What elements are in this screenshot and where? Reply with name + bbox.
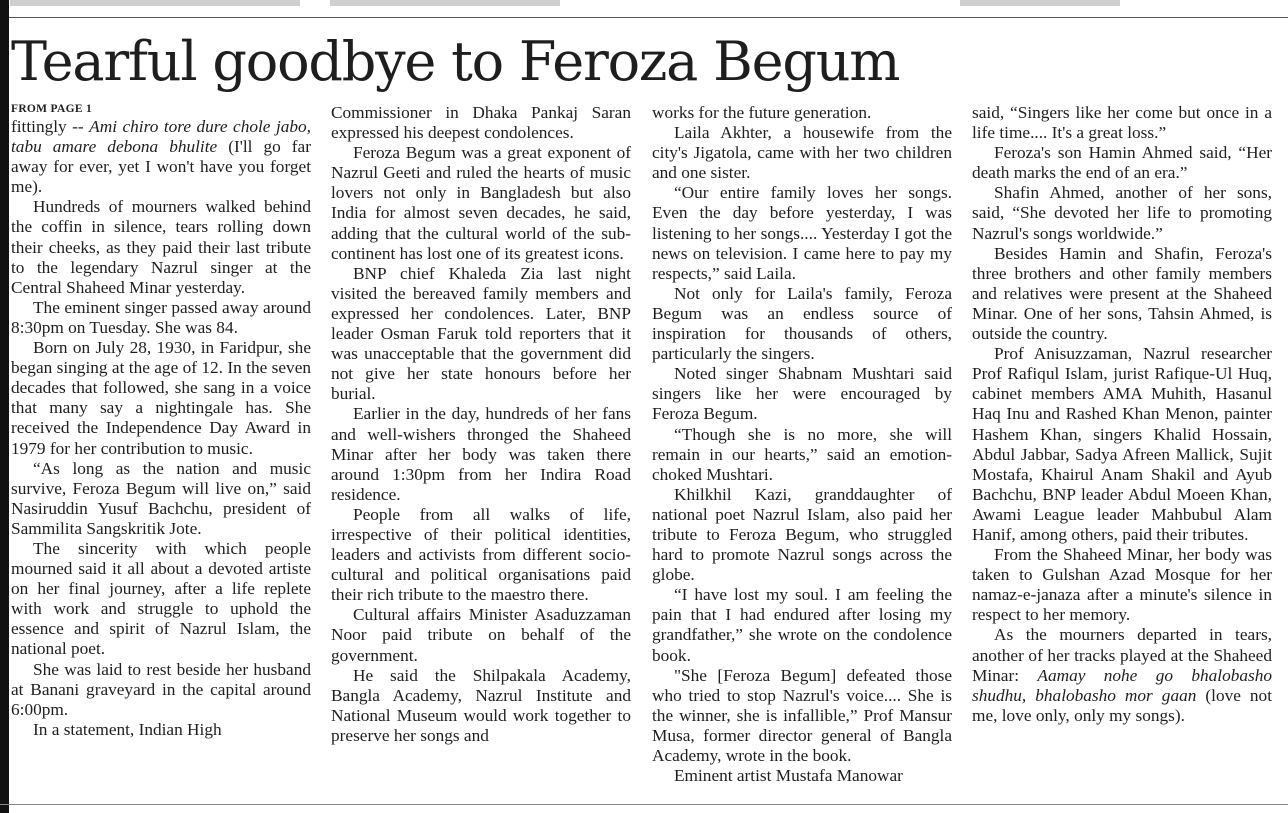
scan-left-edge [0,0,9,813]
cropped-text-fragment [10,0,300,6]
paragraph-text: As the mourners departed in tears, another of her tracks played at the Shaheed Minar: [972,625,1272,685]
italic-lyric: Aamay nohe go bhalobasho shudhu, bhalobasho mor gaan [972,665,1272,705]
article-paragraph [11,298,311,338]
paragraph-text: Shafin Ahmed, another of her sons, said, “She devoted her life to promoting Nazrul's songs worldwide.” [972,183,1272,243]
article-column-2 [331,103,631,803]
paragraph-text: Eminent artist Mustafa Manowar [674,766,903,786]
article-paragraph [972,183,1272,243]
paragraph-text: Earlier in the day, hundreds of her fans and well-wishers thronged the Shaheed Minar after her body was taken there around 1:30pm from her Indira Road residence. [331,404,631,504]
paragraph-text: He said the Shilpakala Academy, Bangla Academy, Nazrul Institute and National Museum would work together to preserve her songs and [331,665,631,745]
article-paragraph [972,103,1272,143]
paragraph-text: Born on July 28, 1930, in Faridpur, she began singing at the age of 12. In the seven decades that followed, she sang in a voice that many say a nightingale has. She received the Independence Day Award in 1979 for her contribution to music. [11,338,311,458]
article-paragraph [331,666,631,746]
paragraph-text: works for the future generation. [652,103,872,122]
paragraph-text: Cultural affairs Minister Asaduzzaman Noor paid tribute on behalf of the government. [331,605,631,665]
article-paragraph [11,117,311,197]
article-paragraph [331,505,631,605]
article-column-4 [972,103,1272,803]
paragraph-text: Prof Anisuzzaman, Nazrul researcher Prof Rafiqul Islam, jurist Rafique-Ul Huq, cabinet members AMA Muhith, Hasanul Haq Inu and Rashed Khan Menon, painter Hashem Khan, singers Khalid Hossain, Abdul Jabbar, Sadya Afreen Mallick, Sujit Mostafa, Khairul Anam Shakil and Ayub Bachchu, BNP leader Abdul Moeen Khan, Awami League leader Mahbubul Alam Hanif, among others, paid their tributes. [972,344,1272,544]
article-paragraph [652,284,952,364]
article-paragraph [331,404,631,504]
article-paragraph [972,545,1272,625]
paragraph-text: The sincerity with which people mourned said it all about a devoted artiste on her final journey, after a life replete with work and struggle to uphold the essence and spirit of Nazrul Islam, the national poet. [11,538,311,659]
paragraph-text: "She [Feroza Begum] defeated those who tried to stop Nazrul's voice.... She is the winner, she is infallible,” Prof Mansur Musa, former director general of Bangla Academy, wrote in the book. [652,665,952,765]
article-paragraph [331,264,631,405]
article-paragraph [972,244,1272,344]
paragraph-text: Feroza's son Hamin Ahmed said, “Her death marks the end of an era.” [972,143,1272,183]
paragraph-text: (I'll go far away for ever, yet I won't have you forget me). [11,137,311,197]
paragraph-text: Commissioner in Dhaka Pankaj Saran expressed his deepest condolences. [331,103,631,143]
paragraph-text: fittingly -- [11,117,90,136]
continuation-kicker: FROM PAGE 1 [11,103,93,115]
paragraph-text: said, “Singers like her come but once in a life time.... It's a great loss.” [972,103,1272,143]
article-paragraph [11,660,311,720]
cropped-text-fragment [330,0,560,6]
cropped-text-fragment [960,0,1120,6]
paragraph-text: In a statement, Indian High [33,719,222,739]
paragraph-text: “As long as the nation and music survive, Feroza Begum will live on,” said Nasiruddin Yusuf Bachchu, president of Sammilita Sangskritik Jote. [11,458,311,538]
article-paragraph [972,625,1272,725]
article-paragraph [11,338,311,459]
paragraph-text: Feroza Begum was a great exponent of Nazrul Geeti and ruled the hearts of music lovers not only in Bangladesh but also India for almost seven decades, he said, adding that the cultural world of the sub-continent has lost one of its greatest icons. [331,143,631,263]
paragraph-text: BNP chief Khaleda Zia last night visited the bereaved family members and expressed her condolences. Later, BNP leader Osman Faruk told reporters that it was unacceptable that the government did not give her state honours before her burial. [331,263,631,404]
article-paragraph [652,183,952,283]
paragraph-text: Laila Akhter, a housewife from the city's Jigatola, came with her two children and one sister. [652,123,952,183]
paragraph-text: From the Shaheed Minar, her body was taken to Gulshan Azad Mosque for her namaz-e-janaza after a minute's silence in respect to her memory. [972,545,1272,625]
paragraph-text: Noted singer Shabnam Mushtari said singers like her were encouraged by Feroza Begum. [652,364,952,424]
article-paragraph [331,605,631,665]
paragraph-text: “Our entire family loves her songs. Even the day before yesterday, I was listening to her songs.... Yesterday I got the news on television. I came here to pay my respects,” said Laila. [652,183,952,283]
paragraph-text: Hundreds of mourners walked behind the coffin in silence, tears rolling down their cheeks, as they paid their last tribute to the legendary Nazrul singer at the Central Shaheed Minar yesterday. [11,197,311,297]
article-paragraph [652,123,952,183]
article-paragraph [652,103,952,123]
article-paragraph [11,539,311,660]
article-column-3 [652,103,952,803]
article-paragraph [331,103,631,143]
bottom-rule [0,804,1288,805]
article-paragraph [652,364,952,424]
article-paragraph [652,666,952,766]
article-paragraph [11,459,311,539]
italic-lyric: Ami chiro tore dure chole jabo, tabu amare debona bhulite [11,117,311,157]
paragraph-text: Not only for Laila's family, Feroza Begum was an endless source of inspiration for thousands of others, particularly the singers. [652,283,952,364]
article-paragraph [331,143,631,264]
paragraph-text: She was laid to rest beside her husband at Banani graveyard in the capital around 6:00pm. [11,659,311,719]
paragraph-text: “I have lost my soul. I am feeling the pain that I had endured after losing my grandfather,” she wrote on the condolence book. [652,585,952,665]
paragraph-text: “Though she is no more, she will remain in our hearts,” said an emotion-choked Mushtari. [652,424,952,484]
article-paragraph [11,197,311,297]
paragraph-text: People from all walks of life, irrespective of their political identities, leaders and activists from different socio-cultural and political organisations paid their rich tribute to the maestro there. [331,504,631,605]
article-paragraph [652,585,952,665]
article-paragraph [972,344,1272,545]
article-paragraph [652,425,952,485]
paragraph-text: Besides Hamin and Shafin, Feroza's three brothers and other family members and relatives were present at the Shaheed Minar. One of her sons, Tahsin Ahmed, is outside the country. [972,243,1272,344]
article-paragraph [11,720,311,740]
article-paragraph [652,766,952,786]
headline: Tearful goodbye to Feroza Begum [11,30,900,93]
top-strip [0,0,1288,18]
paragraph-text: Khilkhil Kazi, granddaughter of national poet Nazrul Islam, also paid her tribute to Feroza Begum, who struggled hard to promote Nazrul songs across the globe. [652,484,952,585]
paragraph-text: The eminent singer passed away around 8:30pm on Tuesday. She was 84. [11,297,311,337]
article-column-1 [11,103,311,803]
article-paragraph [972,143,1272,183]
article-paragraph [652,485,952,585]
paragraph-text: (love not me, love only, only my songs). [972,685,1272,725]
